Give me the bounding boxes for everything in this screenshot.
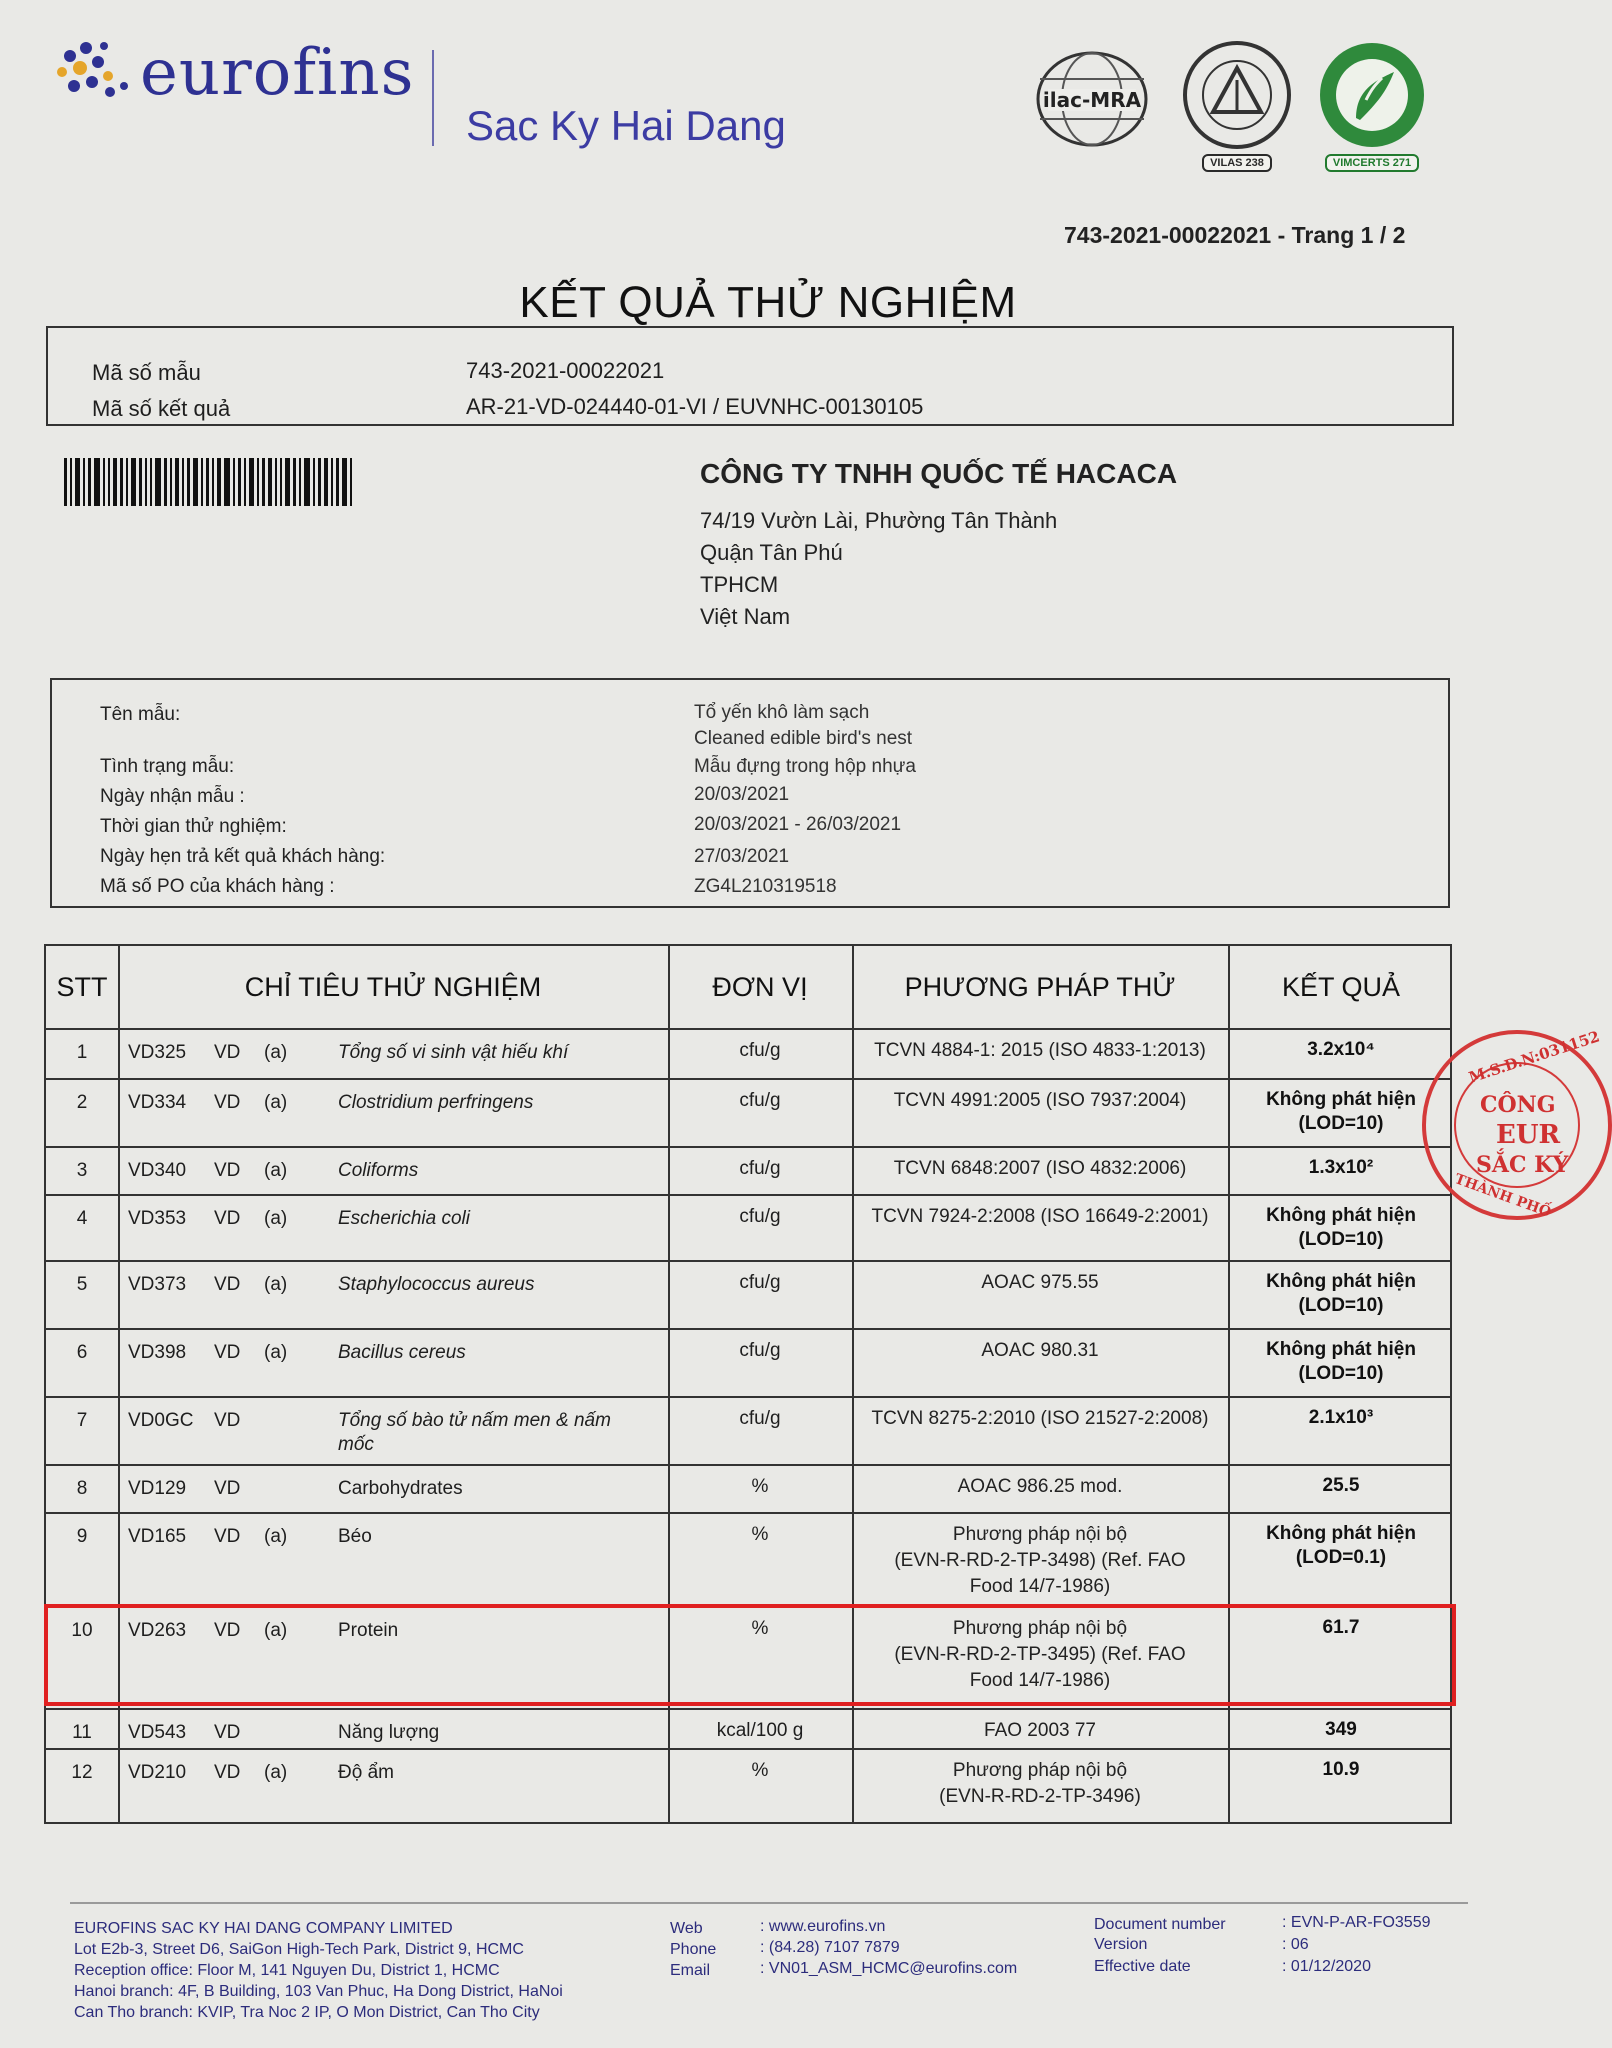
row-result-line: Không phát hiện xyxy=(1266,1339,1416,1360)
row-code: VD398 xyxy=(128,1342,187,1363)
row-result-line: Không phát hiện xyxy=(1266,1205,1416,1226)
barcode-bar xyxy=(249,458,254,506)
row-lab: VD xyxy=(214,1208,241,1229)
row-code: VD353 xyxy=(128,1208,187,1229)
footer-docnum-label: Document number xyxy=(1094,1916,1226,1933)
row-unit: % xyxy=(751,1524,769,1545)
row-result-line: (LOD=10) xyxy=(1298,1295,1384,1316)
barcode-bar xyxy=(268,458,272,506)
footer-web-label: Web xyxy=(670,1920,703,1937)
row-code: VD129 xyxy=(128,1478,187,1499)
header-stt: STT xyxy=(56,971,108,1002)
row-unit: cfu/g xyxy=(739,1408,781,1429)
vimcerts-leaf-icon xyxy=(1316,40,1428,150)
row-result-line: 61.7 xyxy=(1322,1617,1360,1638)
row-method-line: TCVN 4884-1: 2015 (ISO 4833-1:2013) xyxy=(874,1040,1206,1061)
barcode-bar xyxy=(103,458,105,506)
row-criteria-name: Béo xyxy=(338,1526,372,1547)
row-criteria-name: Staphylococcus aureus xyxy=(338,1274,535,1295)
row-method xyxy=(852,1088,1228,1114)
row-method-line: FAO 2003 77 xyxy=(984,1720,1096,1741)
barcode-bar xyxy=(164,458,167,506)
stamp-word-2: EUR xyxy=(1496,1120,1561,1150)
barcode-bar xyxy=(139,458,142,506)
header-method: PHƯƠNG PHÁP THỬ xyxy=(904,971,1176,1002)
row-result-line: Không phát hiện xyxy=(1266,1089,1416,1110)
row-lab: VD xyxy=(214,1042,241,1063)
row-lab: VD xyxy=(214,1526,241,1547)
row-lab: VD xyxy=(214,1410,241,1431)
sample-code-value: 743-2021-00022021 xyxy=(466,358,665,383)
row-unit: cfu/g xyxy=(739,1340,781,1361)
barcode-bar xyxy=(201,458,203,506)
customer-name: CÔNG TY TNHH QUỐC TẾ HACACA xyxy=(700,458,1178,489)
header-criteria: CHỈ TIÊU THỬ NGHIỆM xyxy=(244,971,542,1002)
row-criteria-name: Tổng số vi sinh vật hiếu khí xyxy=(338,1042,569,1063)
sample-name-en: Cleaned edible bird's nest xyxy=(694,728,913,749)
row-lab: VD xyxy=(214,1342,241,1363)
footer-version-value: : 06 xyxy=(1282,1936,1309,1953)
row-lab: VD xyxy=(214,1160,241,1181)
row-result xyxy=(1228,1088,1454,1136)
po-number-label: Mã số PO của khách hàng : xyxy=(100,876,335,897)
row-method-line: AOAC 980.31 xyxy=(981,1340,1099,1361)
row-stt: 4 xyxy=(76,1208,88,1229)
vimcerts-seal xyxy=(1312,36,1432,176)
footer-divider xyxy=(70,1902,1468,1904)
barcode-bar xyxy=(342,458,347,506)
logo-divider xyxy=(432,50,434,146)
row-method-line: (EVN-R-RD-2-TP-3498) (Ref. FAO xyxy=(894,1550,1186,1571)
row-unit: cfu/g xyxy=(739,1272,781,1293)
row-method-line: AOAC 986.25 mod. xyxy=(957,1476,1123,1497)
page-title: KẾT QUẢ THỬ NGHIỆM xyxy=(519,278,1017,327)
row-method-line: TCVN 8275-2:2010 (ISO 21527-2:2008) xyxy=(871,1408,1209,1429)
ilac-mra-seal xyxy=(1032,44,1152,154)
result-code-label: Mã số kết quả xyxy=(92,396,231,421)
barcode-bar xyxy=(293,458,296,506)
stamp-word-3: SẮC KÝ xyxy=(1476,1152,1569,1178)
footer-address-2: Reception office: Floor M, 141 Nguyen Du, District 1, HCMC xyxy=(74,1962,500,1979)
row-result-line: (LOD=10) xyxy=(1298,1229,1384,1250)
row-result-line: 1.3x10² xyxy=(1308,1157,1374,1178)
barcode-bar xyxy=(313,458,315,506)
row-stt: 1 xyxy=(76,1042,88,1063)
row-result xyxy=(1228,1758,1454,1782)
eurofins-logo-icon xyxy=(52,34,142,106)
barcode-bar xyxy=(238,458,241,506)
row-result-line: 25.5 xyxy=(1322,1475,1360,1496)
result-code-value: AR-21-VD-024440-01-VI / EUVNHC-00130105 xyxy=(466,394,924,419)
row-method xyxy=(852,1718,1228,1744)
row-stt: 9 xyxy=(76,1526,88,1547)
footer-version-label: Version xyxy=(1094,1936,1148,1953)
row-accreditation-flag: (a) xyxy=(264,1274,288,1295)
row-result xyxy=(1228,1406,1454,1430)
barcode-bar xyxy=(170,458,172,506)
received-date-label: Ngày nhận mẫu : xyxy=(100,786,245,807)
row-method-line: (EVN-R-RD-2-TP-3495) (Ref. FAO xyxy=(894,1644,1186,1665)
row-result xyxy=(1228,1718,1454,1742)
row-stt: 10 xyxy=(71,1620,93,1641)
footer-phone-value: : (84.28) 7107 7879 xyxy=(760,1939,900,1956)
row-stt: 7 xyxy=(76,1410,88,1431)
barcode-bar xyxy=(244,458,246,506)
row-result-line: Không phát hiện xyxy=(1266,1271,1416,1292)
barcode-bar xyxy=(257,458,259,506)
barcode-bar xyxy=(275,458,277,506)
footer-effective-date-label: Effective date xyxy=(1094,1958,1191,1975)
company-stamp xyxy=(1422,1027,1612,1221)
footer-company: EUROFINS SAC KY HAI DANG COMPANY LIMITED xyxy=(74,1920,453,1937)
barcode-bar xyxy=(299,458,301,506)
row-result-line: 2.1x10³ xyxy=(1308,1407,1374,1428)
row-stt: 6 xyxy=(76,1342,88,1363)
brand-subtitle: Sac Ky Hai Dang xyxy=(466,102,786,149)
row-method xyxy=(852,1474,1228,1500)
footer-address-1: Lot E2b-3, Street D6, SaiGon High-Tech Park, District 9, HCMC xyxy=(74,1941,524,1958)
row-code: VD0GC xyxy=(128,1410,194,1431)
row-criteria-name: Tổng số bào tử nấm men & nấm xyxy=(338,1410,611,1431)
row-method-line: TCVN 6848:2007 (ISO 4832:2006) xyxy=(893,1158,1187,1179)
row-accreditation-flag: (a) xyxy=(264,1160,288,1181)
barcode-bar xyxy=(145,458,147,506)
barcode-bar xyxy=(150,458,152,506)
row-code: VD340 xyxy=(128,1160,187,1181)
barcode-bar xyxy=(324,458,328,506)
row-unit: % xyxy=(751,1476,769,1497)
row-result-line: 349 xyxy=(1325,1719,1357,1740)
row-method xyxy=(852,1038,1228,1064)
row-stt: 3 xyxy=(76,1160,88,1181)
received-date-value: 20/03/2021 xyxy=(694,784,790,805)
row-code: VD373 xyxy=(128,1274,187,1295)
customer-address-line-3: TPHCM xyxy=(700,572,779,597)
row-criteria-name: Escherichia coli xyxy=(338,1208,470,1229)
barcode-bar xyxy=(120,458,123,506)
po-number-value: ZG4L210319518 xyxy=(694,876,837,897)
row-method-line: (EVN-R-RD-2-TP-3496) xyxy=(939,1786,1141,1807)
row-criteria-name: Protein xyxy=(338,1620,399,1641)
row-method-line: TCVN 4991:2005 (ISO 7937:2004) xyxy=(893,1090,1187,1111)
row-method xyxy=(852,1270,1228,1296)
row-code: VD325 xyxy=(128,1042,187,1063)
row-accreditation-flag: (a) xyxy=(264,1620,288,1641)
row-code: VD543 xyxy=(128,1722,187,1743)
barcode-bar xyxy=(336,458,339,506)
row-unit: cfu/g xyxy=(739,1090,781,1111)
row-method-line: Phương pháp nội bộ xyxy=(952,1618,1128,1639)
barcode-bar xyxy=(155,458,161,506)
footer-email-label: Email xyxy=(670,1962,711,1979)
customer-address-line-4: Việt Nam xyxy=(700,604,791,629)
barcode-bar xyxy=(331,458,333,506)
sample-code-label: Mã số mẫu xyxy=(92,360,201,385)
brand-name: eurofins xyxy=(140,36,415,110)
row-accreditation-flag: (a) xyxy=(264,1526,288,1547)
row-unit: kcal/100 g xyxy=(716,1720,804,1741)
barcode-bar xyxy=(206,458,209,506)
row-code: VD263 xyxy=(128,1620,187,1641)
barcode-bar xyxy=(212,458,214,506)
barcode-bar xyxy=(224,458,230,506)
row-lab: VD xyxy=(214,1478,241,1499)
barcode-bar xyxy=(285,458,290,506)
row-method xyxy=(852,1204,1228,1230)
barcode-bar xyxy=(94,458,100,506)
row-result xyxy=(1228,1156,1454,1180)
row-result-line: (LOD=10) xyxy=(1298,1363,1384,1384)
row-criteria-name: Độ ẩm xyxy=(338,1762,394,1783)
barcode-bar xyxy=(217,458,221,506)
barcode-bar xyxy=(193,458,198,506)
row-stt: 8 xyxy=(76,1478,88,1499)
barcode-bar xyxy=(83,458,85,506)
row-method-line: Food 14/7-1986) xyxy=(969,1576,1111,1597)
row-lab: VD xyxy=(214,1620,241,1641)
row-method-line: Food 14/7-1986) xyxy=(969,1670,1111,1691)
sample-name-label: Tên mẫu: xyxy=(100,704,181,725)
protein-row-highlight xyxy=(44,1604,1456,1706)
row-method xyxy=(852,1406,1228,1432)
stamp-word-1: CÔNG xyxy=(1480,1092,1556,1118)
test-time-value: 20/03/2021 - 26/03/2021 xyxy=(694,814,902,835)
barcode-bar xyxy=(350,458,352,506)
ilac-mra-text: ilac-MRA xyxy=(1042,88,1142,112)
row-criteria-name: Clostridium perfringens xyxy=(338,1092,534,1113)
row-method xyxy=(852,1522,1228,1600)
stamp-city: THÀNH PHỐ xyxy=(1452,1171,1554,1221)
ilac-globe-icon xyxy=(1034,49,1150,149)
sample-name-vi: Tổ yến khô làm sạch xyxy=(694,702,870,723)
row-result-line: Không phát hiện xyxy=(1266,1523,1416,1544)
barcode-bar xyxy=(262,458,265,506)
customer-address-line-1: 74/19 Vườn Lài, Phường Tân Thành xyxy=(700,508,1058,533)
barcode-bar xyxy=(304,458,310,506)
row-result xyxy=(1228,1474,1454,1498)
row-criteria-name: Coliforms xyxy=(338,1160,419,1181)
footer-address-3: Hanoi branch: 4F, B Building, 103 Van Phuc, Ha Dong District, HaNoi xyxy=(74,1983,563,2000)
row-unit: % xyxy=(751,1618,769,1639)
barcode-bar xyxy=(318,458,321,506)
boa-triangle-icon xyxy=(1177,40,1297,150)
barcode xyxy=(64,458,414,506)
barcode-bar xyxy=(280,458,282,506)
row-lab: VD xyxy=(214,1274,241,1295)
barcode-bar xyxy=(187,458,190,506)
barcode-bar xyxy=(88,458,91,506)
row-result-line: (LOD=0.1) xyxy=(1295,1547,1387,1568)
row-method-line: TCVN 7924-2:2008 (ISO 16649-2:2001) xyxy=(871,1206,1209,1227)
row-lab: VD xyxy=(214,1762,241,1783)
row-accreditation-flag: (a) xyxy=(264,1042,288,1063)
header-result: KẾT QUẢ xyxy=(1281,971,1401,1002)
due-date-value: 27/03/2021 xyxy=(694,846,790,867)
row-accreditation-flag: (a) xyxy=(264,1762,288,1783)
vimcerts-tag: VIMCERTS 271 xyxy=(1325,154,1419,172)
footer-phone-label: Phone xyxy=(670,1941,717,1958)
row-criteria-name: Năng lượng xyxy=(338,1722,440,1743)
boa-seal xyxy=(1172,36,1302,176)
row-method xyxy=(852,1156,1228,1182)
barcode-bar xyxy=(108,458,110,506)
row-accreditation-flag: (a) xyxy=(264,1208,288,1229)
footer-web-link[interactable]: : www.eurofins.vn xyxy=(760,1918,886,1935)
row-lab: VD xyxy=(214,1722,241,1743)
footer-docnum-value: : EVN-P-AR-FO3559 xyxy=(1282,1914,1431,1931)
stamp-number: M.S.D.N:031152 xyxy=(1466,1027,1602,1087)
sample-state-value: Mẫu đựng trong hộp nhựa xyxy=(694,756,916,777)
barcode-bar xyxy=(175,458,179,506)
barcode-bar xyxy=(233,458,235,506)
row-accreditation-flag: (a) xyxy=(264,1092,288,1113)
row-method-line: Phương pháp nội bộ xyxy=(952,1760,1128,1781)
footer-address-4: Can Tho branch: KVIP, Tra Noc 2 IP, O Mon District, Can Tho City xyxy=(74,2004,540,2021)
row-stt: 2 xyxy=(76,1092,88,1113)
test-time-label: Thời gian thử nghiệm: xyxy=(100,816,287,837)
row-lab: VD xyxy=(214,1092,241,1113)
row-accreditation-flag: (a) xyxy=(264,1342,288,1363)
row-code: VD210 xyxy=(128,1762,187,1783)
row-unit: cfu/g xyxy=(739,1040,781,1061)
row-stt: 12 xyxy=(71,1762,93,1783)
barcode-bar xyxy=(75,458,80,506)
row-result xyxy=(1228,1038,1454,1062)
row-stt: 11 xyxy=(72,1722,92,1743)
row-code: VD165 xyxy=(128,1526,187,1547)
row-method-line: AOAC 975.55 xyxy=(981,1272,1099,1293)
barcode-bar xyxy=(113,458,117,506)
vilas-tag: VILAS 238 xyxy=(1202,154,1272,172)
row-stt: 5 xyxy=(76,1274,88,1295)
row-method xyxy=(852,1758,1228,1810)
row-criteria-name: Carbohydrates xyxy=(338,1478,463,1499)
row-result-line: 10.9 xyxy=(1322,1759,1360,1780)
document-reference: 743-2021-00022021 - Trang 1 / 2 xyxy=(1064,222,1406,248)
sample-state-label: Tình trạng mẫu: xyxy=(100,756,235,777)
row-result xyxy=(1228,1522,1454,1570)
row-result-line: 3.2x10⁴ xyxy=(1307,1039,1375,1060)
customer-address-line-2: Quận Tân Phú xyxy=(700,540,843,565)
barcode-bar xyxy=(182,458,184,506)
header-unit: ĐƠN VỊ xyxy=(712,971,808,1002)
row-criteria-name: Bacillus cereus xyxy=(338,1342,466,1363)
barcode-bar xyxy=(131,458,136,506)
footer-email-link[interactable]: : VN01_ASM_HCMC@eurofins.com xyxy=(760,1960,1018,1977)
row-result xyxy=(1228,1270,1454,1318)
footer-effective-date-value: : 01/12/2020 xyxy=(1282,1958,1371,1975)
barcode-bar xyxy=(64,458,67,506)
barcode-bar xyxy=(126,458,128,506)
barcode-bar xyxy=(70,458,72,506)
row-method xyxy=(852,1338,1228,1364)
row-method-line: Phương pháp nội bộ xyxy=(952,1524,1128,1545)
row-result xyxy=(1228,1338,1454,1386)
row-unit: cfu/g xyxy=(739,1206,781,1227)
row-code: VD334 xyxy=(128,1092,187,1113)
row-result-line: (LOD=10) xyxy=(1298,1113,1384,1134)
row-unit: % xyxy=(751,1760,769,1781)
row-result xyxy=(1228,1204,1454,1252)
due-date-label: Ngày hẹn trả kết quả khách hàng: xyxy=(100,846,386,867)
row-criteria-name-cont: mốc xyxy=(338,1434,374,1455)
row-unit: cfu/g xyxy=(739,1158,781,1179)
